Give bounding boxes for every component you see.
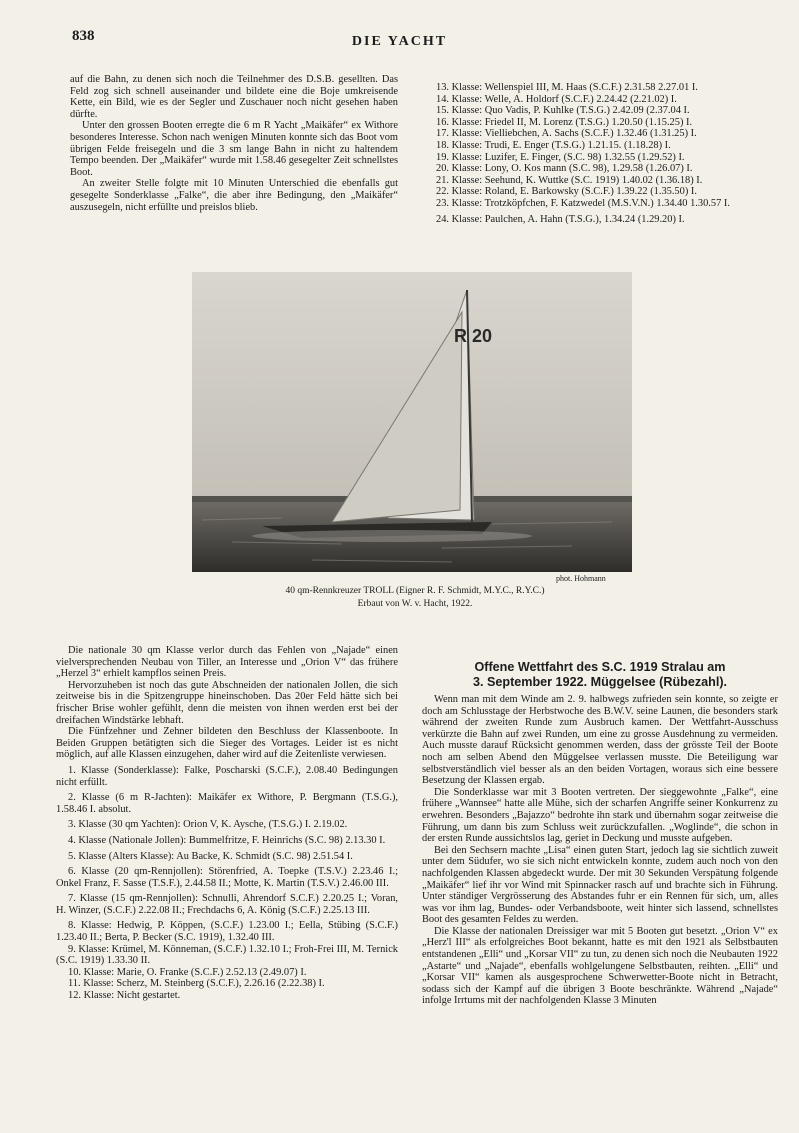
sail-number: R 20: [454, 326, 493, 346]
paragraph: Die Fünfzehner und Zehner bildeten den Beschluss der Klassenboote. In Beiden Gruppen betätigten sich die Sieger des Vortages. Leider ist es nicht möglich, auf alle Klassen einzugehen, daher wird auf die Zeitenliste verwiesen.: [56, 726, 398, 761]
result-entry: 11. Klasse: Scherz, M. Steinberg (S.C.F.), 2.26.16 (2.22.38) I.: [68, 978, 325, 990]
top-left-column: [70, 74, 398, 213]
result-item: 23. Klasse: Trotzköpfchen, F. Katzwedel (M.S.V.N.) 1.34.40 1.30.57 I.: [436, 197, 730, 209]
caption-line: Erbaut von W. v. Hacht, 1922.: [357, 599, 473, 609]
result-item: 21. Klasse: Seehund, K. Wuttke (S.C. 1919) 1.40.02 (1.36.18) I.: [436, 174, 703, 186]
paragraph: Hervorzuheben ist noch das gute Abschneiden der nationalen Jollen, die sich zeitweise bis in die Spitzengruppe hineinschoben. Das 20er Feld hätte sich bei frischer Brise wohler gefühlt, denn die meisten von ihnen werden erst bei der dreifachen Windstärke lebhaft.: [56, 679, 398, 726]
article-title: [422, 660, 778, 690]
sailboat-image: [192, 272, 632, 572]
top-right-column: [436, 82, 781, 225]
result-entry: 6. Klasse (20 qm-Rennjollen): Störenfried, A. Toepke (T.S.V.) 2.23.46 I.; Onkel Franz, F. Sasse (T.S.F.), 2.44.58 II.; Motte, K. Martin (T.S.V.) 2.46.00 III.: [56, 866, 398, 889]
paragraph: Unter den grossen Booten erregte die 6 m R Yacht „Maikäfer“ ex Withore besonderes Interesse. Schon nach wenigen Minuten konnte sich das Boot vom übrigen Felde freisegeln und die 3 sm lange Bahn in nicht zu haltendem Tempo beenden. Der „Maikäfer“ wurde mit 1.58.46 gesegelter Zeit schnellstes Boot.: [70, 120, 398, 178]
running-title: DIE YACHT: [351, 34, 448, 49]
result-entry: 12. Klasse: Nicht gestartet.: [68, 990, 181, 1002]
wake: [252, 530, 532, 542]
results-list: [436, 82, 781, 225]
result-item: 19. Klasse: Luzifer, E. Finger, (S.C. 98) 1.32.55 (1.29.52) I.: [436, 151, 685, 163]
photo-caption: [180, 585, 650, 611]
result-entry: 1. Klasse (Sonderklasse): Falke, Poscharski (S.C.F.), 2.08.40 Bedingungen nicht erfüllt.: [56, 764, 398, 788]
paragraph: An zweiter Stelle folgte mit 10 Minuten Unterschied die ebenfalls gut gesegelte Sonderklasse „Falke“, die aber ihre Bedingung, den „Maikäfer“ auszusegeln, nicht erfüllte und preislos blieb.: [70, 178, 398, 213]
paragraph: Die nationale 30 qm Klasse verlor durch das Fehlen von „Najade“ einen vielversprechenden Neubau von Tiller, an Interesse und „Orion V“ das frühere „Herzel 3“ erhielt kampflos seinen Preis.: [56, 645, 398, 680]
result-entry: 8. Klasse: Hedwig, P. Köppen, (S.C.F.) 1.23.00 I.; Eella, Stübing (S.C.F.) 1.23.40 II.; Berta, P. Becker (S.C. 1919), 1.32.40 III.: [56, 920, 398, 944]
bottom-right-column: [422, 660, 778, 1007]
caption-line: 40 qm-Rennkreuzer TROLL (Eigner R. F. Schmidt, M.Y.C., R.Y.C.): [285, 586, 545, 596]
article-title-line: Offene Wettfahrt des S.C. 1919 Stralau am: [474, 660, 726, 674]
result-item: 16. Klasse: Friedel II, M. Lorenz (T.S.G.) 1.20.50 (1.15.25) I.: [436, 116, 693, 128]
result-item: 13. Klasse: Wellenspiel III, M. Haas (S.C.F.) 2.31.58 2.27.01 I.: [436, 82, 698, 93]
page-number: 838: [72, 28, 95, 44]
sailboat-photo: [192, 272, 632, 572]
result-entry: 5. Klasse (Alters Klasse): Au Backe, K. Schmidt (S.C. 98) 2.51.54 I.: [68, 850, 353, 862]
result-item: 18. Klasse: Trudi, E. Enger (T.S.G.) 1.21.15. (1.18.28) I.: [436, 139, 671, 151]
result-item: 17. Klasse: Vielliebchen, A. Sachs (S.C.F.) 1.32.46 (1.31.25) I.: [436, 128, 697, 140]
result-item: 22. Klasse: Roland, E. Barkowsky (S.C.F.) 1.39.22 (1.35.50) I.: [436, 186, 697, 198]
result-entry: 7. Klasse (15 qm-Rennjollen): Schnulli, Ahrendorf S.C.F.) 2.20.25 I.; Voran, H. Winzer, (S.C.F.) 2.22.08 II.; Frechdachs 6, A. König (S.C.F.) 2.25.13 III.: [56, 893, 398, 916]
bottom-left-column: [56, 645, 398, 1002]
result-entry: 2. Klasse (6 m R-Jachten): Maikäfer ex Withore, P. Bergmann (T.S.G.), 1.58.46 I. absolut.: [56, 792, 398, 815]
paragraph: Bei den Sechsern machte „Lisa“ einen guten Start, jedoch lag sie sichtlich zuweit unter dem Südufer, wo sie sich nicht entwickeln konnte, zudem auch noch von den nachfolgenden Klassen abgedeckt wurde. Der mit 30 Sekunden Verspätung folgende „Maikäfer“ lief ihr vor Wind mit Spinnacker rasch auf und brachte sich in Führung. Unter ständiger Vergrösserung des Abstandes fuhr er ein Rennen für sich, um, alles was vor ihm lag, Bundes- oder Verbandsboote, weit hinter sich lassend, schnellstes Boot des gesamten Feldes zu werden.: [422, 844, 778, 926]
result-item: 14. Klasse: Welle, A. Holdorf (S.C.F.) 2.24.42 (2.21.02) I.: [436, 93, 677, 105]
paragraph: Die Klasse der nationalen Dreissiger war mit 5 Booten gut besetzt. „Orion V“ ex „Herz'l III“ als erfolgreiches Boot bekannt, hatte es mit den 1921 als Selbstbauten entstandenen „Elli“ und „Korsar VII“ zu tun, zu denen sich noch die Neubauten 1922 „Astarte“ und „Najade“, ebenfalls wohlgelungene Selbstbauten, reihten. „Elli“ und „Korsar VII“ kamen als ausgesprochene Schwerwetter-Boote nicht in Betracht, sodass sich der Kampf auf die übrigen 3 Boote beschränkte. Während „Najade“ infolge Irrtums mit der nachfolgenden Klasse 3 Minuten: [422, 925, 778, 1007]
article-title-line: 3. September 1922. Müggelsee (Rübezahl).: [472, 675, 728, 689]
result-entry: 9. Klasse: Krümel, M. Könneman, (S.C.F.) 1.32.10 I.; Froh-Frei III, M. Ternick (S.C. 1919) 1.33.30 II.: [56, 943, 398, 967]
paragraph: Wenn man mit dem Winde am 2. 9. halbwegs zufrieden sein konnte, so zeigte er doch am Schlusstage der Herbstwoche des B.W.V. seine Launen, die besonders stark während der zweiten Runde zum Ausbruch kamen. Der Wettfahrt-Ausschuss verkürzte die Bahn auf zwei Runden, um eine zu grosse Ausdehnung zu vermeiden. Auch musste darauf Rücksicht genommen werden, dass der grösste Teil der Boote noch am selben Abend den Müggelsee verlassen musste. Die Beteiligung war selbstverständlich viel besser als an den beiden Vortagen, woraus sich eine bessere Besetzung der Klassen ergab.: [422, 694, 778, 787]
paragraph: Die Sonderklasse war mit 3 Booten vertreten. Der sieggewohnte „Falke“, eine frühere „Wannsee“ hatte alle Mühe, sich der scharfen Angriffe seiner Konkurrenz zu erwehren. Besonders „Bajazzo“ bedrohte ihn stark und übernahm sogar zeitweise die Führung, um dann bis zum Schluss weit zurückzufallen. „Woglinde“, die schon in der ersten Runde aussichtslos lag, geriet in Deckung und musste aufgeben.: [422, 786, 778, 845]
photo-credit: phot. Hohmann: [556, 574, 606, 583]
result-item: 24. Klasse: Paulchen, A. Hahn (T.S.G.), 1.34.24 (1.29.20) I.: [436, 213, 685, 225]
result-entry: 3. Klasse (30 qm Yachten): Orion V, K. Aysche, (T.S.G.) I. 2.19.02.: [68, 819, 348, 831]
paragraph: auf die Bahn, zu denen sich noch die Teilnehmer des D.S.B. gesellten. Das Feld zog sich schnell auseinander und bildete eine die Boje umkreisende Kette, ein Bild, wie es der Segler und Zuschauer noch nicht gesehen haben dürfte.: [70, 74, 398, 120]
result-entry: 4. Klasse (Nationale Jollen): Bummelfritze, F. Heinrichs (S.C. 98) 2.13.30 I.: [68, 834, 386, 846]
result-item: 20. Klasse: Lony, O. Kos mann (S.C. 98), 1.29.58 (1.26.07) I.: [436, 163, 693, 175]
result-entry: 10. Klasse: Marie, O. Franke (S.C.F.) 2.52.13 (2.49.07) I.: [68, 966, 307, 978]
result-item: 15. Klasse: Quo Vadis, P. Kuhlke (T.S.G.) 2.42.09 (2.37.04 I.: [436, 105, 690, 117]
